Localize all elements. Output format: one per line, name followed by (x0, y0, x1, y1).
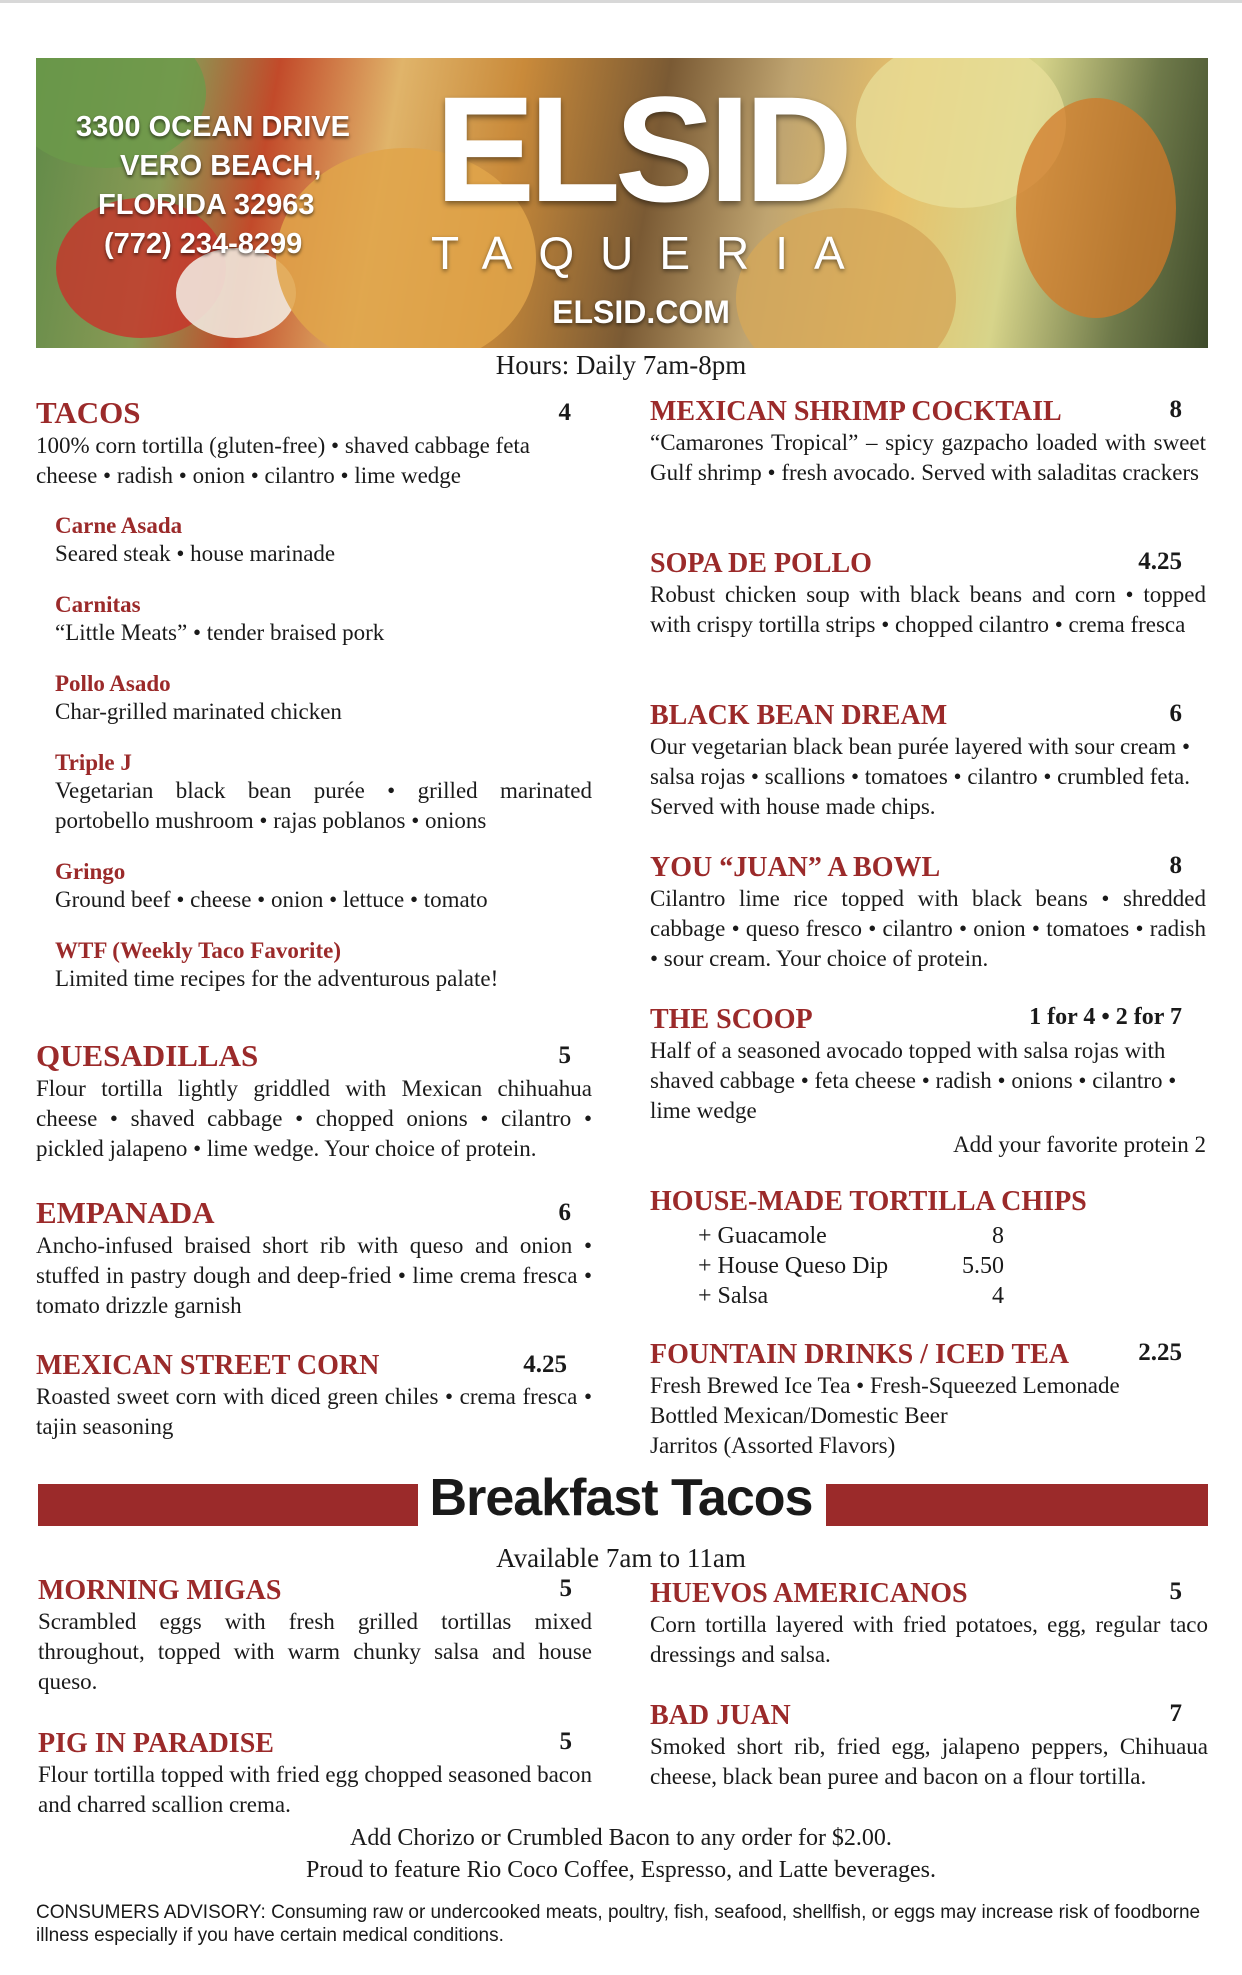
chips-item-name: + Salsa (698, 1283, 769, 1309)
scoop-price: 1 for 4 • 2 for 7 (1029, 1004, 1182, 1030)
tacos-title: TACOS (36, 395, 141, 430)
bowl-section (650, 852, 1206, 974)
chips-section (650, 1186, 1206, 1311)
sopa-title: SOPA DE POLLO (650, 548, 872, 579)
taco-item (55, 592, 384, 648)
quesadillas-section (36, 1038, 592, 1164)
section-title (650, 1339, 1182, 1371)
sopa-price: 4.25 (1138, 548, 1182, 575)
chips-item-price: 8 (992, 1223, 1004, 1249)
chips-item (650, 1281, 1206, 1311)
empanada-price: 6 (558, 1199, 571, 1226)
shrimp-price: 8 (1169, 396, 1182, 423)
website-link[interactable]: ELSID.COM (552, 294, 730, 330)
migas-price: 5 (559, 1575, 572, 1602)
chips-item-name: + House Queso Dip (698, 1253, 889, 1279)
drinks-line: Bottled Mexican/Domestic Beer (650, 1403, 948, 1428)
scoop-extra: Add your favorite protein 2 (953, 1132, 1206, 1157)
section-title (36, 1350, 567, 1382)
chips-item-name: + Guacamole (698, 1223, 827, 1249)
section-title (650, 396, 1182, 428)
taco-item (55, 859, 488, 915)
taco-item (55, 938, 498, 994)
drinks-section (650, 1339, 1206, 1461)
drinks-line: Fresh Brewed Ice Tea • Fresh-Squeezed Lemonade (650, 1373, 1120, 1398)
quesadillas-description: Flour tortilla lightly griddled with Mexican chihuahua cheese • shaved cabbage • chopped onions • cilantro • pickled jalapeno • lime wedge. Your choice of protein. (36, 1076, 592, 1161)
chips-item-price: 5.50 (962, 1253, 1004, 1279)
scoop-title: THE SCOOP (650, 1004, 813, 1035)
address-line: FLORIDA 32963 (98, 189, 315, 221)
sopa-section (650, 548, 1206, 640)
header-banner (36, 58, 1208, 348)
chips-title: HOUSE-MADE TORTILLA CHIPS (650, 1186, 1087, 1217)
tacos-description: 100% corn tortilla (gluten-free) • shaved cabbage feta cheese • radish • onion • cilantro • lime wedge (36, 433, 531, 488)
taco-item (55, 513, 335, 569)
black-bean-description: Our vegetarian black bean purée layered with sour cream • salsa rojas • scallions • tomatoes • cilantro • crumbled feta. Served with house made chips. (650, 734, 1190, 819)
empanada-section (36, 1195, 592, 1321)
address-line: VERO BEACH, (120, 150, 322, 182)
hours: Hours: Daily 7am-8pm (495, 350, 747, 380)
huevos-section (650, 1578, 1208, 1670)
chips-item-price: 4 (992, 1283, 1004, 1309)
street-corn-price: 4.25 (523, 1351, 567, 1378)
pig-description: Flour tortilla topped with fried egg chopped seasoned bacon and charred scallion crema. (38, 1762, 592, 1817)
shrimp-section (650, 396, 1206, 488)
taco-desc: Seared steak • house marinade (55, 541, 336, 566)
taco-name: Carne Asada (55, 513, 183, 538)
section-title (650, 1004, 1182, 1036)
taco-name: WTF (Weekly Taco Favorite) (55, 938, 341, 963)
section-title (38, 1575, 572, 1607)
pig-section (38, 1728, 592, 1820)
tacos-price: 4 (558, 399, 571, 426)
consumer-advisory: CONSUMERS ADVISORY: Consuming raw or undercooked meats, poultry, fish, seafood, shellfish, or eggs may increase risk of foodborne illness especially if you have certain medical conditions. (36, 1902, 1201, 1946)
taco-desc: Char-grilled marinated chicken (55, 699, 342, 724)
migas-title: MORNING MIGAS (38, 1575, 282, 1606)
breakfast-title: Breakfast Tacos (429, 1469, 813, 1527)
sopa-description: Robust chicken soup with black beans and corn • topped with crispy tortilla strips • chopped cilantro • crema fresca (650, 582, 1206, 637)
bowl-price: 8 (1169, 852, 1182, 879)
empanada-title: EMPANADA (36, 1195, 215, 1230)
section-title (650, 700, 1182, 732)
section-title (36, 395, 571, 431)
drinks-line: Jarritos (Assorted Flavors) (650, 1433, 896, 1458)
section-title (650, 1578, 1182, 1610)
drinks-title: FOUNTAIN DRINKS / ICED TEA (650, 1339, 1070, 1370)
drinks-price: 2.25 (1138, 1339, 1182, 1366)
taco-name: Triple J (55, 750, 132, 775)
street-corn-section (36, 1350, 592, 1442)
shrimp-description: “Camarones Tropical” – spicy gazpacho loaded with sweet Gulf shrimp • fresh avocado. Served with saladitas crackers (650, 430, 1206, 485)
bowl-title: YOU “JUAN” A BOWL (650, 852, 941, 883)
taco-name: Pollo Asado (55, 671, 171, 696)
breakfast-availability: Available 7am to 11am (496, 1543, 746, 1573)
migas-description: Scrambled eggs with fresh grilled tortillas mixed throughout, topped with warm chunky salsa and house queso. (38, 1609, 592, 1694)
tacos-section (36, 395, 592, 991)
taco-desc: “Little Meats” • tender braised pork (55, 620, 385, 645)
taco-name: Carnitas (55, 592, 141, 617)
phone-number: (772) 234-8299 (104, 228, 303, 260)
addon-note: Add Chorizo or Crumbled Bacon to any order for $2.00. (350, 1825, 892, 1851)
section-title (36, 1038, 571, 1074)
section-title (650, 852, 1182, 884)
logo-tagline: TAQUERIA (431, 227, 871, 279)
section-title (650, 1700, 1182, 1732)
section-title (36, 1195, 571, 1231)
taco-item (55, 750, 592, 836)
bad-juan-section (650, 1700, 1208, 1792)
huevos-title: HUEVOS AMERICANOS (650, 1578, 968, 1609)
chips-item (650, 1251, 1206, 1281)
black-bean-title: BLACK BEAN DREAM (650, 700, 948, 731)
bad-juan-price: 7 (1169, 1700, 1182, 1727)
section-title (650, 548, 1182, 580)
scoop-description: Half of a seasoned avocado topped with salsa rojas with shaved cabbage • feta cheese • radish • onions • cilantro • lime wedge (650, 1038, 1177, 1123)
restaurant-address (76, 108, 350, 264)
pig-title: PIG IN PARADISE (38, 1728, 274, 1759)
logo: ELSID (435, 65, 847, 233)
huevos-price: 5 (1169, 1578, 1182, 1605)
taco-desc: Limited time recipes for the adventurous palate! (55, 966, 499, 991)
bad-juan-description: Smoked short rib, fried egg, jalapeno peppers, Chihuaua cheese, black bean puree and bacon on a flour tortilla. (650, 1734, 1208, 1789)
quesadillas-title: QUESADILLAS (36, 1038, 259, 1073)
street-corn-description: Roasted sweet corn with diced green chiles • crema fresca • tajin seasoning (36, 1384, 592, 1439)
section-title (38, 1728, 572, 1760)
scoop-section (650, 1004, 1206, 1160)
huevos-description: Corn tortilla layered with fried potatoes, egg, regular taco dressings and salsa. (650, 1612, 1208, 1667)
bad-juan-title: BAD JUAN (650, 1700, 791, 1731)
street-corn-title: MEXICAN STREET CORN (36, 1350, 380, 1381)
quesadillas-price: 5 (558, 1042, 571, 1069)
taco-desc: Vegetarian black bean purée • grilled marinated portobello mushroom • rajas poblanos • onions (55, 778, 592, 833)
black-bean-price: 6 (1169, 700, 1182, 727)
taco-name: Gringo (55, 859, 126, 884)
black-bean-section (650, 700, 1206, 822)
top-divider (0, 0, 1242, 3)
taco-desc: Ground beef • cheese • onion • lettuce • tomato (55, 887, 488, 912)
pig-price: 5 (559, 1728, 572, 1755)
chips-item (650, 1221, 1206, 1251)
shrimp-title: MEXICAN SHRIMP COCKTAIL (650, 396, 1062, 427)
address-line: 3300 OCEAN DRIVE (76, 111, 350, 143)
taco-item (55, 671, 342, 727)
coffee-note: Proud to feature Rio Coco Coffee, Espresso, and Latte beverages. (305, 1857, 937, 1883)
empanada-description: Ancho-infused braised short rib with queso and onion • stuffed in pastry dough and deep-fried • lime crema fresca • tomato drizzle garnish (36, 1233, 592, 1318)
migas-section (38, 1575, 592, 1697)
bowl-description: Cilantro lime rice topped with black beans • shredded cabbage • queso fresco • cilantro • onion • tomatoes • radish • sour cream. Your choice of protein. (650, 886, 1206, 971)
chips-list (650, 1221, 1206, 1311)
